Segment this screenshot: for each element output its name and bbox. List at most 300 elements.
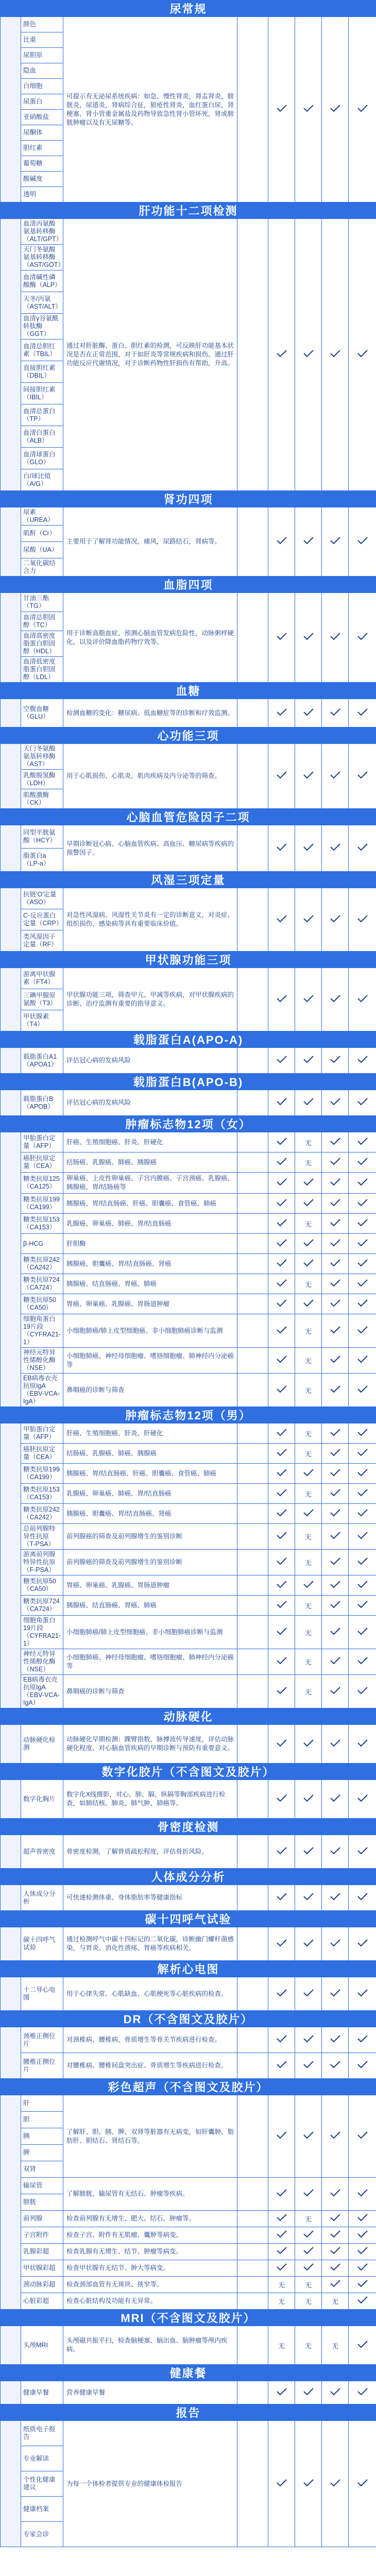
item-name: 神经元特异性烯醇化酶（NSE） <box>21 1649 63 1675</box>
item-row <box>1 1616 376 1649</box>
package-mark-4 <box>349 1090 376 1116</box>
package-mark-3 <box>322 1835 349 1869</box>
section-side-cell <box>1 825 21 872</box>
check-icon <box>357 1557 368 1565</box>
item-name: 甘油三酯（TG） <box>21 593 63 612</box>
package-mark-3 <box>322 1090 349 1116</box>
section-side-cell <box>1 1885 21 1911</box>
package-mark-0 <box>237 2277 268 2293</box>
package-mark-3 <box>322 1649 349 1675</box>
package-mark-2 <box>295 2227 322 2244</box>
check-icon <box>303 2060 314 2069</box>
package-mark-2 <box>295 699 322 727</box>
item-row <box>1 1294 376 1314</box>
package-mark-0 <box>237 1374 268 1407</box>
section-header <box>1 1031 376 1048</box>
package-mark-2 <box>295 1214 322 1234</box>
check-icon <box>330 994 341 1003</box>
item-row <box>1 17 376 32</box>
item-row <box>1 2053 376 2079</box>
package-mark-4 <box>349 17 376 202</box>
check-icon <box>357 1448 368 1456</box>
check-icon <box>303 1509 314 1517</box>
package-mark-0 <box>237 1423 268 1444</box>
check-icon <box>330 1448 341 1456</box>
check-icon <box>276 1939 287 1947</box>
package-mark-3 <box>322 1444 349 1464</box>
item-name: 头颅MRI <box>21 2326 63 2365</box>
package-mark-4 <box>349 1153 376 1173</box>
package-mark-4 <box>349 2053 376 2079</box>
section-side-cell <box>1 2095 21 2310</box>
package-mark-0 <box>237 1254 268 1274</box>
item-name: 隐血 <box>21 63 63 79</box>
item-name: 天门冬氨酸氨基转移酶（AST/GOT） <box>21 245 63 270</box>
check-icon <box>276 1488 287 1497</box>
package-mark-3 <box>322 2293 349 2310</box>
package-mark-2 <box>295 1484 322 1504</box>
package-mark-4 <box>349 1234 376 1254</box>
item-name: 糖类抗原125（CA125） <box>21 1173 63 1194</box>
item-description: 检查前列腺有无增生、肥大、结石、肿瘤等。 <box>63 2211 237 2227</box>
check-icon <box>303 2479 314 2487</box>
item-name: 子宫附件 <box>21 2227 63 2244</box>
package-mark-2 <box>295 2244 322 2260</box>
package-mark-3 <box>322 1274 349 1294</box>
not-included-label: 无 <box>304 1559 312 1567</box>
item-name: 酸碱度 <box>21 172 63 187</box>
package-mark-2 <box>295 1575 322 1596</box>
check-icon <box>357 1428 368 1436</box>
not-included-label: 无 <box>304 1602 312 1610</box>
section-side-cell <box>1 17 21 202</box>
package-mark-3 <box>322 2260 349 2277</box>
package-mark-1 <box>268 2277 295 2293</box>
item-name: 载脂蛋白B（APOB） <box>21 1090 63 1116</box>
package-mark-3 <box>322 1254 349 1274</box>
package-mark-0 <box>237 1524 268 1550</box>
package-mark-0 <box>237 17 268 202</box>
item-description: 评估冠心病的发病风险 <box>63 1048 237 1074</box>
package-mark-2 <box>295 1725 322 1764</box>
check-icon <box>357 1279 368 1287</box>
check-icon <box>330 1846 341 1855</box>
section-title: 肾功四项 <box>1 491 376 507</box>
item-name: 脂蛋白a（LP-a） <box>21 849 63 872</box>
package-mark-0 <box>237 2326 268 2365</box>
package-mark-0 <box>237 744 268 809</box>
section-side-cell <box>1 1048 21 1074</box>
item-description: 评估冠心病的发病风险 <box>63 1090 237 1116</box>
package-mark-2 <box>295 2178 322 2211</box>
item-description: 胰腺癌、胆囊癌、胃/结直肠癌、肾癌 <box>63 1254 237 1274</box>
package-mark-1 <box>268 2211 295 2227</box>
package-mark-3 <box>322 1550 349 1575</box>
item-row <box>1 2277 376 2293</box>
item-name: 类风湿因子定量（RF） <box>21 930 63 952</box>
check-icon <box>357 1627 368 1635</box>
item-name: 颜色 <box>21 17 63 32</box>
package-mark-4 <box>349 507 376 577</box>
check-icon <box>357 1580 368 1588</box>
item-row <box>1 1234 376 1254</box>
package-mark-1 <box>268 1194 295 1214</box>
package-mark-4 <box>349 2293 376 2310</box>
package-mark-1 <box>268 1675 295 1708</box>
check-icon <box>357 2189 368 2197</box>
section-header <box>1 2011 376 2027</box>
package-mark-0 <box>237 1977 268 2011</box>
section-title: 动脉硬化 <box>1 1708 376 1725</box>
package-mark-0 <box>237 1575 268 1596</box>
section-header <box>1 1708 376 1725</box>
item-description: 乳腺癌、卵巢癌、肺癌、胃/结直肠癌 <box>63 1214 237 1234</box>
package-mark-4 <box>349 1314 376 1348</box>
item-name: 糖类抗原153（CA153） <box>21 1214 63 1234</box>
check-icon <box>276 1846 287 1855</box>
not-included-label: 无 <box>304 2215 312 2223</box>
package-mark-4 <box>349 888 376 952</box>
check-icon <box>357 1468 368 1477</box>
item-description: 检查乳腺有无增生、结节、肿瘤等病变。 <box>63 2244 237 2260</box>
item-row <box>1 1575 376 1596</box>
check-icon <box>357 1739 368 1747</box>
check-icon <box>276 708 287 716</box>
check-icon <box>357 2060 368 2069</box>
section-side-cell <box>1 1725 21 1764</box>
check-icon <box>357 994 368 1003</box>
item-name: 健康早餐 <box>21 2381 63 2404</box>
item-name: 游离前列腺特异性抗原（F-PSA） <box>21 1550 63 1575</box>
item-name: β-HCG <box>21 1234 63 1254</box>
package-mark-2 <box>295 1464 322 1484</box>
check-icon <box>330 1509 341 1517</box>
item-description: 鼻咽癌的诊断与筛查 <box>63 1675 237 1708</box>
package-mark-2 <box>295 1348 322 1374</box>
section-title: MRI（不含图文及胶片） <box>1 2310 376 2326</box>
item-name: EB病毒衣壳抗原IgA（EBV-VCA-IgA） <box>21 1675 63 1708</box>
check-icon <box>276 2035 287 2043</box>
package-mark-1 <box>268 1616 295 1649</box>
package-mark-2 <box>295 507 322 577</box>
check-icon <box>330 349 341 358</box>
package-mark-1 <box>268 2293 295 2310</box>
package-mark-2 <box>295 1616 322 1649</box>
item-description: 胰腺癌、结直肠癌、胃癌、肺癌 <box>63 1274 237 1294</box>
section-title: 彩色超声（不含图文及胶片） <box>1 2079 376 2095</box>
section-title: 载脂蛋白A(APO-A) <box>1 1031 376 1048</box>
item-name: 天冬/丙氨（AST/ALT） <box>21 292 63 314</box>
package-mark-3 <box>322 2381 349 2404</box>
package-mark-3 <box>322 1153 349 1173</box>
check-icon <box>330 1259 341 1267</box>
package-mark-3 <box>322 1348 349 1374</box>
item-name: 抗链'O'定量（ASO） <box>21 888 63 909</box>
item-name: 间接胆红素（IBIL） <box>21 383 63 404</box>
section-header <box>1 202 376 219</box>
item-row <box>1 1194 376 1214</box>
package-mark-2 <box>295 1977 322 2011</box>
not-included-label: 无 <box>278 2281 285 2289</box>
check-icon <box>303 1892 314 1901</box>
package-mark-1 <box>268 1254 295 1274</box>
package-mark-4 <box>349 2244 376 2260</box>
section-header <box>1 1116 376 1132</box>
item-name: 碳十四呼气试验 <box>21 1927 63 1961</box>
section-title: 数字化胶片（不含图文及胶片） <box>1 1764 376 1780</box>
item-name: 专业解读 <box>21 2446 63 2471</box>
check-icon <box>330 914 341 923</box>
package-mark-1 <box>268 2227 295 2244</box>
section-side-cell <box>1 1977 21 2011</box>
item-name: 游离甲状腺素（FT4） <box>21 968 63 989</box>
check-icon <box>276 1557 287 1565</box>
package-mark-0 <box>237 1444 268 1464</box>
section-header <box>1 809 376 825</box>
check-icon <box>303 1198 314 1207</box>
package-mark-1 <box>268 1464 295 1484</box>
item-row <box>1 219 376 245</box>
check-icon <box>357 2479 368 2487</box>
section-title: 肿瘤标志物12项（男） <box>1 1407 376 1423</box>
package-mark-4 <box>349 2211 376 2227</box>
check-icon <box>303 994 314 1003</box>
item-description: 结肠癌、乳腺癌、肺癌、胰腺癌 <box>63 1444 237 1464</box>
check-icon <box>330 1178 341 1186</box>
check-icon <box>276 1385 287 1393</box>
package-mark-2 <box>295 1835 322 1869</box>
check-icon <box>276 1627 287 1635</box>
package-mark-2 <box>295 1927 322 1961</box>
package-mark-2 <box>295 2326 322 2365</box>
package-mark-3 <box>322 2178 349 2211</box>
package-mark-4 <box>349 1885 376 1911</box>
item-name: 胰 <box>21 2128 63 2145</box>
package-mark-0 <box>237 1649 268 1675</box>
section-title: 解析心电图 <box>1 1961 376 1977</box>
package-mark-2 <box>295 1194 322 1214</box>
check-icon <box>303 914 314 923</box>
item-name: 血清总蛋白（TP） <box>21 404 63 426</box>
check-icon <box>357 104 368 112</box>
section-side-cell <box>1 1835 21 1869</box>
not-included-label: 无 <box>304 1159 312 1167</box>
check-icon <box>303 536 314 545</box>
package-mark-4 <box>349 593 376 683</box>
item-row <box>1 1780 376 1819</box>
not-included-label: 无 <box>304 1386 312 1395</box>
package-mark-1 <box>268 1234 295 1254</box>
item-row <box>1 2421 376 2446</box>
package-mark-0 <box>237 2421 268 2547</box>
item-name: 甲状腺素（T4） <box>21 1010 63 1031</box>
check-icon <box>276 2060 287 2069</box>
package-mark-2 <box>295 1254 322 1274</box>
package-mark-2 <box>295 2293 322 2310</box>
section-header <box>1 2365 376 2381</box>
package-mark-3 <box>322 1977 349 2011</box>
section-side-cell <box>1 1927 21 1961</box>
not-included-label: 无 <box>304 1139 312 1147</box>
check-icon <box>330 2279 341 2287</box>
package-mark-4 <box>349 1423 376 1444</box>
check-icon <box>303 1468 314 1477</box>
check-icon <box>276 1198 287 1207</box>
package-mark-4 <box>349 1504 376 1524</box>
check-icon <box>303 1989 314 1997</box>
check-icon <box>357 1531 368 1539</box>
check-icon <box>330 1739 341 1747</box>
section-side-cell <box>1 2421 21 2547</box>
item-row <box>1 1885 376 1911</box>
package-mark-4 <box>349 1675 376 1708</box>
section-title: 血糖 <box>1 683 376 699</box>
item-description: 胰腺癌、结直肠癌、胃癌、肺癌 <box>63 1596 237 1616</box>
check-icon <box>303 1739 314 1747</box>
package-mark-0 <box>237 1725 268 1764</box>
check-icon <box>357 1355 368 1363</box>
package-mark-4 <box>349 1294 376 1314</box>
package-mark-0 <box>237 1173 268 1194</box>
package-mark-0 <box>237 1927 268 1961</box>
package-mark-4 <box>349 1194 376 1214</box>
package-mark-4 <box>349 699 376 727</box>
item-row <box>1 1090 376 1116</box>
package-mark-3 <box>322 1234 349 1254</box>
item-description: 检查子宫、附件有无肌瘤、囊肿等病变。 <box>63 2227 237 2244</box>
package-mark-0 <box>237 1835 268 1869</box>
section-header <box>1 683 376 699</box>
item-name: 膀胱 <box>21 2194 63 2211</box>
check-icon <box>357 708 368 716</box>
package-mark-4 <box>349 1616 376 1649</box>
item-name: 糖类抗原199（CA199） <box>21 1464 63 1484</box>
item-description: 胰腺癌、胆囊癌、胃/结直肠癌、肾癌 <box>63 1504 237 1524</box>
section-header <box>1 2079 376 2095</box>
package-mark-4 <box>349 825 376 872</box>
package-mark-1 <box>268 1927 295 1961</box>
check-icon <box>357 2035 368 2043</box>
package-mark-3 <box>322 1616 349 1649</box>
item-name: 血清白蛋白（ALB） <box>21 426 63 448</box>
check-icon <box>276 1509 287 1517</box>
check-icon <box>303 843 314 851</box>
package-mark-1 <box>268 1575 295 1596</box>
check-icon <box>330 1299 341 1307</box>
package-mark-3 <box>322 2421 349 2547</box>
package-mark-1 <box>268 1048 295 1074</box>
check-icon <box>303 2131 314 2139</box>
package-mark-3 <box>322 1194 349 1214</box>
item-description: 卵巢癌、上皮性卵巢癌、子宫内膜癌、子宫颈癌、乳腺癌、胰腺癌、胃/结肠癌等 <box>63 1173 237 1194</box>
package-mark-2 <box>295 1504 322 1524</box>
package-mark-0 <box>237 507 268 577</box>
check-icon <box>357 2213 368 2222</box>
check-icon <box>276 1355 287 1363</box>
package-mark-0 <box>237 1484 268 1504</box>
section-title: 心功能三项 <box>1 727 376 744</box>
section-title: 报告 <box>1 2404 376 2421</box>
check-icon <box>303 1259 314 1267</box>
item-name: 糖类抗原50（CA50） <box>21 1294 63 1314</box>
section-header <box>1 2404 376 2421</box>
item-row <box>1 825 376 849</box>
item-name: 血清总胆固醇（TC） <box>21 612 63 631</box>
check-icon <box>330 1686 341 1694</box>
check-icon <box>357 2246 368 2255</box>
package-mark-3 <box>322 2244 349 2260</box>
item-row <box>1 2381 376 2404</box>
check-icon <box>276 2131 287 2139</box>
package-mark-1 <box>268 2027 295 2053</box>
section-side-cell <box>1 2381 21 2404</box>
package-mark-0 <box>237 2027 268 2053</box>
check-icon <box>303 1846 314 1855</box>
package-mark-1 <box>268 2095 295 2178</box>
package-mark-3 <box>322 1294 349 1314</box>
package-mark-4 <box>349 2260 376 2277</box>
package-mark-4 <box>349 2381 376 2404</box>
item-name: 癌胚抗原定量（CEA） <box>21 1444 63 1464</box>
package-mark-2 <box>295 1274 322 1294</box>
not-included-label: 无 <box>278 2342 285 2350</box>
package-mark-0 <box>237 825 268 872</box>
package-mark-4 <box>349 1444 376 1464</box>
package-mark-2 <box>295 1885 322 1911</box>
package-mark-2 <box>295 1314 322 1348</box>
not-included-label: 无 <box>304 1450 312 1458</box>
item-name: 输尿管 <box>21 2178 63 2194</box>
package-mark-3 <box>322 2326 349 2365</box>
check-icon <box>303 2035 314 2043</box>
check-icon <box>330 1892 341 1901</box>
section-side-cell <box>1 699 21 727</box>
item-name: 超声骨密度 <box>21 1835 63 1869</box>
package-mark-4 <box>349 1214 376 1234</box>
check-icon <box>357 1686 368 1694</box>
check-icon <box>276 1531 287 1539</box>
item-description: 用于诊断高脂血症，预测心脑血管发病危险性，动脉粥样硬化，以及评价降血脂药物疗效等。 <box>63 593 237 683</box>
package-mark-1 <box>268 17 295 202</box>
package-mark-1 <box>268 1977 295 2011</box>
package-mark-3 <box>322 744 349 809</box>
item-description: 对颈椎病、腰椎病、骨质增生等骨关节疾病进行检查。 <box>63 2027 237 2053</box>
item-name: 专家会诊 <box>21 2522 63 2547</box>
package-mark-1 <box>268 507 295 577</box>
check-icon <box>276 1794 287 1802</box>
check-icon <box>357 1846 368 1855</box>
item-name: C-反应蛋白定量（CRP） <box>21 909 63 930</box>
item-row <box>1 1423 376 1444</box>
section-title: 尿常规 <box>1 1 376 17</box>
check-icon <box>330 1531 341 1539</box>
package-mark-1 <box>268 1348 295 1374</box>
package-mark-1 <box>268 1314 295 1348</box>
package-mark-0 <box>237 2293 268 2310</box>
check-icon <box>357 1137 368 1145</box>
package-mark-2 <box>295 968 322 1031</box>
item-name: 糖类抗原724（CA724） <box>21 1596 63 1616</box>
package-mark-3 <box>322 2227 349 2244</box>
check-icon <box>276 1137 287 1145</box>
package-mark-2 <box>295 1649 322 1675</box>
check-icon <box>330 1279 341 1287</box>
check-icon <box>276 1279 287 1287</box>
item-name: 心脏彩超 <box>21 2293 63 2310</box>
section-side-cell <box>1 1090 21 1116</box>
item-row <box>1 2095 376 2112</box>
package-mark-2 <box>295 1596 322 1616</box>
